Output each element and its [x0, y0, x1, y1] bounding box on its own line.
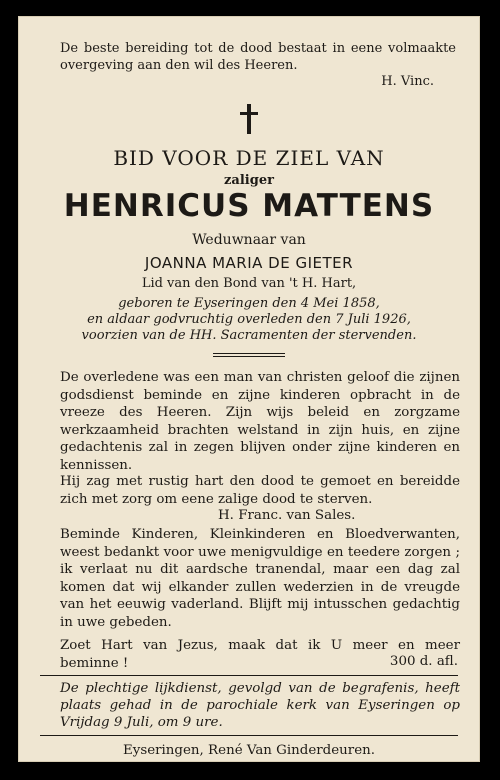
birth-line: geboren te Eyseringen den 4 Mei 1858, [118, 296, 380, 311]
prayer-heading: BID VOOR DE ZIEL VAN [113, 146, 385, 170]
widower-label: Weduwnaar van [192, 232, 306, 248]
quote-author: H. Franc. van Sales. [218, 508, 356, 523]
deceased-name: HENRICUS MATTENS [63, 188, 435, 224]
prayer-line: Zoet Hart van Jezus, maak dat ik U meer en meer beminne ! [60, 638, 460, 671]
sacraments-line: voorzien van de HH. Sacramenten der stervenden. [81, 328, 417, 343]
funeral-notice: De plechtige lijkdienst, gevolgd van de begrafenis, heeft plaats gehad in de parochiale kerk van Eyseringen op Vrijdag 9 Juli, om 9 ure. [60, 681, 460, 730]
death-line: en aldaar godvruchtig overleden den 7 Juli 1926, [87, 312, 411, 327]
zaliger-label: zaliger [224, 173, 274, 188]
spouse-name: JOANNA MARIA DE GIETER [144, 254, 354, 272]
top-rule [40, 675, 458, 676]
memorial-card [18, 16, 480, 762]
printer-imprint: Eyseringen, René Van Ginderdeuren. [122, 743, 376, 758]
birth-death-block [44, 296, 454, 344]
motto-author: H. Vinc. [381, 74, 434, 89]
eulogy-paragraph: De overledene was een man van christen geloof die zijnen godsdienst beminde en zijne kinderen opbracht in de vreeze des Heeren. Zijn wijs beleid en zorgzame werkzaamheid brachten welstand in zijn huis, en zijne gedachtenis zal in zegen blijven onder zijne kinderen en kennissen. [60, 370, 460, 473]
membership-line: Lid van den Bond van 't H. Hart, [141, 276, 357, 291]
quote-paragraph: Hij zag met rustig hart den dood te gemoet en bereidde zich met zorg om eene zalige dood te sterven. [60, 474, 460, 507]
latin-cross-icon [247, 104, 251, 134]
bottom-rule [40, 735, 458, 736]
ornament-divider [213, 353, 285, 357]
indulgence-note: 300 d. afl. [389, 654, 458, 669]
motto-text: De beste bereiding tot de dood bestaat in eene volmaakte overgeving aan den wil des Heeren. [60, 41, 456, 73]
farewell-paragraph: Beminde Kinderen, Kleinkinderen en Bloedverwanten, weest bedankt voor uwe menigvuldige en teedere zorgen ; ik verlaat nu dit aardsche tranendal, maar een dag zal komen dat wij elkander zullen wederzien in de vreugde van het eeuwig vaderland. Blijft mij intusschen gedachtig in uwe gebeden. [60, 527, 460, 630]
